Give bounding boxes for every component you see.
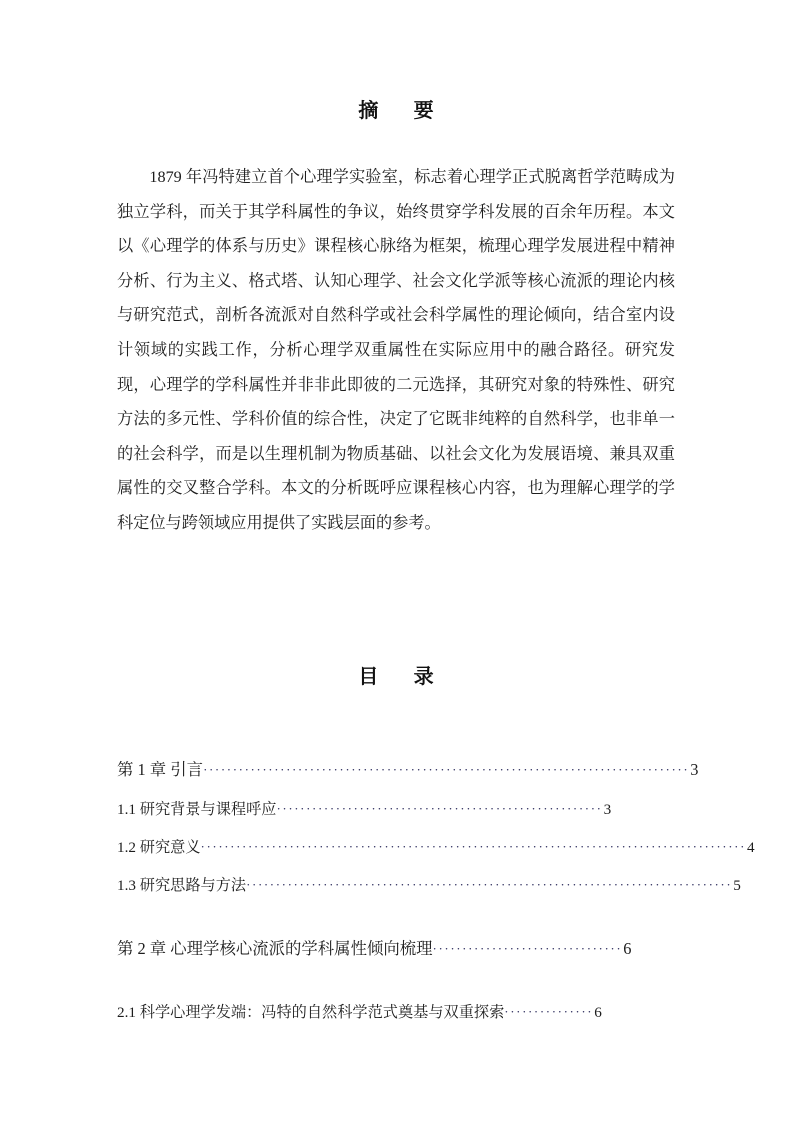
toc-heading: 目 录 (358, 666, 442, 688)
toc-entry-label: 1.2 研究意义 (117, 839, 201, 856)
toc-page-number: 3 (603, 801, 612, 818)
toc-entry[interactable] (117, 929, 675, 970)
toc-page-number: 4 (747, 839, 755, 856)
toc-dot-leader: ·················································································· (203, 762, 690, 777)
abstract-section (117, 96, 675, 541)
toc-entry-label: 1.3 研究思路与方法 (117, 877, 247, 894)
toc-page-number: 5 (733, 877, 741, 894)
toc-dot-leader: ······················································· (276, 801, 603, 816)
toc-entry[interactable] (117, 791, 675, 829)
toc-dot-leader: ··············· (504, 1004, 594, 1019)
abstract-heading: 摘 要 (358, 100, 442, 122)
toc-entry-label: 第 2 章 心理学核心流派的学科属性倾向梳理 (117, 939, 433, 958)
toc-dot-leader: ································ (432, 941, 623, 956)
toc-entry-label: 1.1 研究背景与课程呼应 (117, 801, 277, 818)
toc-entry-label: 2.1 科学心理学发端：冯特的自然科学范式奠基与双重探索 (117, 1004, 505, 1021)
toc-dot-leader: ·················································································· (246, 877, 733, 892)
toc-list (117, 750, 755, 1032)
toc-entry[interactable] (117, 829, 755, 867)
toc-page-number: 6 (594, 1004, 602, 1021)
toc-page-number: 3 (690, 760, 699, 779)
toc-entry-label: 第 1 章 引言 (117, 760, 204, 779)
table-of-contents-section (117, 662, 755, 1032)
toc-entry[interactable] (117, 994, 675, 1032)
abstract-body-text: 1879 年冯特建立首个心理学实验室，标志着心理学正式脱离哲学范畴成为独立学科，而关于其学科属性的争议，始终贯穿学科发展的百余年历程。本文以《心理学的体系与历史》课程核心脉络为框架，梳理心理学发展进程中精神分析、行为主义、格式塔、认知心理学、社会文化学派等核心流派的理论内核与研究范式，剖析各流派对自然科学或社会科学属性的理论倾向，结合室内设计领域的实践工作，分析心理学双重属性在实际应用中的融合路径。研究发现，心理学的学科属性并非非此即彼的二元选择，其研究对象的特殊性、研究方法的多元性、学科价值的综合性，决定了它既非纯粹的自然科学，也非单一的社会科学，而是以生理机制为物质基础、以社会文化为发展语境、兼具双重属性的交叉整合学科。本文的分析既呼应课程核心内容，也为理解心理学的学科定位与跨领域应用提供了实践层面的参考。 (117, 168, 675, 532)
toc-entry[interactable] (117, 750, 699, 791)
toc-page-number: 6 (623, 939, 632, 958)
toc-dot-leader: ···························································································· (200, 839, 747, 854)
toc-entry[interactable] (117, 867, 741, 905)
